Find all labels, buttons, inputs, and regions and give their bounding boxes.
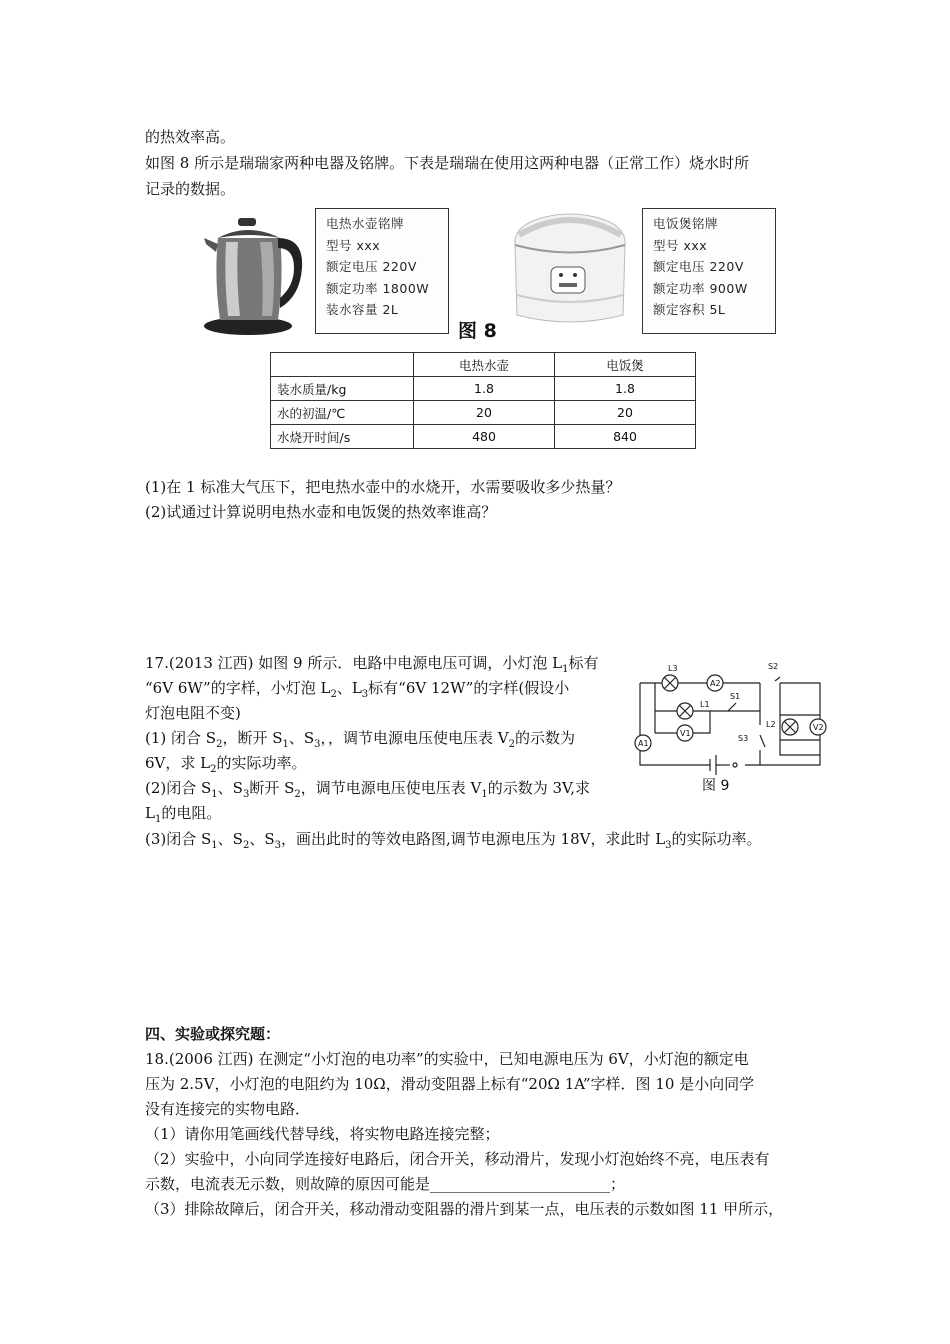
subscript: 3 — [274, 840, 281, 851]
kettle-nameplate — [315, 208, 449, 334]
table-row — [271, 425, 696, 449]
text-line: 的热效率高。 — [145, 128, 236, 146]
subscript: 1 — [481, 789, 488, 800]
question-17-line: 灯泡电阻不变) — [145, 704, 241, 722]
appliance-data-table — [270, 352, 696, 449]
plate-line: 额定功率 900W — [653, 280, 748, 296]
text: ，，调节电源电压使电压表 V — [320, 729, 509, 747]
plate-line: 型号 xxx — [326, 237, 381, 253]
plate-line: 额定电压 220V — [326, 259, 417, 274]
subscript: 2 — [216, 739, 223, 750]
subscript: 2 — [508, 739, 515, 750]
text: “6V 6W”的字样，小灯泡 L — [145, 679, 331, 697]
plate-line: 额定容积 5L — [653, 302, 726, 317]
plate-line: 型号 xxx — [653, 237, 708, 253]
subscript: 3 — [314, 739, 321, 750]
question-17-line — [145, 728, 575, 755]
text: 断开 S — [249, 779, 295, 797]
table-cell: 装水质量/kg — [271, 377, 414, 401]
label-L3: L3 — [668, 664, 678, 673]
question-17-line — [145, 678, 569, 705]
plate-line: 电饭煲铭牌 — [653, 216, 719, 231]
plate-line: 额定功率 1800W — [326, 280, 430, 296]
question-18-line: （2）实验中，小向同学连接好电路后，闭合开关，移动滑片，发现小灯泡始终不亮，电压表有 — [145, 1150, 770, 1168]
subscript: 3 — [242, 789, 250, 800]
text: (2)闭合 S — [145, 779, 212, 797]
subscript: 1 — [211, 840, 218, 851]
text: 、L — [336, 679, 362, 697]
label-A1: A1 — [638, 739, 649, 748]
table-cell: 480 — [414, 425, 555, 449]
text-line: 记录的数据。 — [145, 180, 236, 198]
figure-8-title: 图 8 — [458, 320, 497, 342]
text: 标有 — [568, 654, 599, 672]
table-cell: 1.8 — [414, 377, 555, 401]
table-header-cell: 电热水壶 — [414, 353, 555, 377]
question-17-line — [145, 803, 221, 830]
table-row — [271, 401, 696, 425]
circuit-diagram — [630, 655, 845, 780]
subscript: 1 — [154, 814, 162, 825]
text: ，画出此时的等效电路图,调节电源电压为 18V，求此时 L — [280, 830, 666, 848]
subscript: 3 — [665, 840, 672, 851]
plate-line: 电热水壶铭牌 — [326, 216, 405, 231]
text: 、S — [217, 779, 243, 797]
text: (1) 闭合 S — [145, 729, 217, 747]
text: 的电阻。 — [161, 804, 222, 822]
question-16-part-2: (2)试通过计算说明电热水壶和电饭煲的热效率谁高？ — [145, 503, 497, 521]
table-header-cell: 电饭煲 — [555, 353, 696, 377]
subscript: 2 — [330, 689, 337, 700]
question-17-line — [145, 753, 307, 780]
table-row — [271, 377, 696, 401]
label-L2: L2 — [766, 720, 776, 729]
figure-8 — [200, 203, 790, 458]
label-V2: V2 — [813, 723, 824, 732]
question-18-line: 示数，电流表无示数，则故障的原因可能是________________________； — [145, 1175, 626, 1193]
question-16-part-1: (1)在 1 标准大气压下，把电热水壶中的水烧开，水需要吸收多少热量？ — [145, 478, 621, 496]
label-V1: V1 — [680, 729, 691, 738]
question-17-line — [145, 829, 762, 856]
table-header-row — [271, 353, 696, 377]
plate-line: 装水容量 2L — [326, 302, 399, 317]
label-S2: S2 — [768, 662, 779, 671]
text: 、S — [217, 830, 243, 848]
question-17-line — [145, 778, 590, 805]
text: 的示数为 — [515, 729, 576, 747]
section-4-heading: 四、实验或探究题： — [145, 1025, 281, 1043]
question-18-line: （1）请你用笔画线代替导线，将实物电路连接完整； — [145, 1125, 500, 1143]
figure-9-circuit — [630, 655, 845, 795]
text: 、S — [249, 830, 275, 848]
question-18-line: 18.(2006 江西) 在测定“小灯泡的电功率”的实验中，已知电源电压为 6V，小灯泡的额定电 — [145, 1050, 749, 1068]
table-cell: 水的初温/℃ — [271, 401, 414, 425]
subscript: 1 — [562, 664, 569, 675]
question-17-line — [145, 653, 598, 680]
text: ，调节电源电压使电压表 V — [300, 779, 482, 797]
table-cell: 水烧开时间/s — [271, 425, 414, 449]
text: L — [145, 804, 155, 822]
label-S3: S3 — [738, 734, 749, 743]
rice-cooker-nameplate — [642, 208, 776, 334]
table-cell: 20 — [414, 401, 555, 425]
text: 6V，求 L — [145, 754, 211, 772]
label-A2: A2 — [710, 679, 721, 688]
text: 17.(2013 江西) 如图 9 所示．电路中电源电压可调，小灯泡 L — [145, 654, 563, 672]
rice-cooker-image — [505, 205, 635, 335]
question-18-line: （3）排除故障后，闭合开关，移动滑动变阻器的滑片到某一点，电压表的示数如图 11 甲所示， — [145, 1200, 784, 1218]
subscript: 2 — [210, 764, 217, 775]
subscript: 2 — [294, 789, 301, 800]
table-header-cell — [271, 353, 414, 377]
text: 、S — [288, 729, 315, 747]
table-cell: 20 — [555, 401, 696, 425]
label-S1: S1 — [730, 692, 741, 701]
text: ，断开 S — [222, 729, 283, 747]
subscript: 1 — [282, 739, 289, 750]
text: (3)闭合 S — [145, 830, 212, 848]
plate-line: 额定电压 220V — [653, 259, 744, 274]
subscript: 2 — [242, 840, 250, 851]
table-cell: 1.8 — [555, 377, 696, 401]
figure-9-title: 图 9 — [702, 778, 730, 794]
subscript: 3 — [361, 689, 369, 700]
table-cell: 840 — [555, 425, 696, 449]
text: 的实际功率。 — [216, 754, 307, 772]
label-L1: L1 — [700, 700, 710, 709]
text: 标有“6V 12W”的字样(假设小 — [368, 679, 570, 697]
text: 的实际功率。 — [671, 830, 762, 848]
text: 的示数为 3V,求 — [487, 779, 591, 797]
text-line: 如图 8 所示是瑞瑞家两种电器及铭牌。下表是瑞瑞在使用这两种电器（正常工作）烧水时所 — [145, 154, 750, 172]
question-18-line: 压为 2.5V，小灯泡的电阻约为 10Ω，滑动变阻器上标有“20Ω 1A”字样．图 10 是小向同学 — [145, 1075, 755, 1093]
subscript: 1 — [211, 789, 218, 800]
question-18-line: 没有连接完的实物电路． — [145, 1100, 311, 1118]
kettle-image — [200, 208, 310, 338]
